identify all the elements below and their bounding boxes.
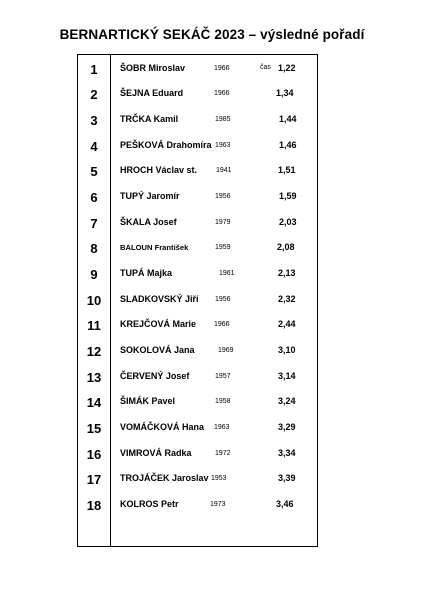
- rank-number: 18: [86, 498, 102, 513]
- table-row: [78, 364, 317, 390]
- table-row: [78, 235, 317, 261]
- competitor-name: ŠIMÁK Pavel: [120, 396, 176, 406]
- rank-number: 5: [90, 164, 98, 179]
- competitor-name: BALOUN František: [120, 243, 189, 252]
- results-table: [77, 54, 318, 547]
- result-time: 3,14: [278, 371, 296, 381]
- birth-year: 1963: [214, 424, 230, 431]
- rank-number: 4: [90, 139, 98, 154]
- result-time: 1,22: [278, 63, 296, 73]
- birth-year: 1969: [218, 347, 234, 354]
- result-time: 1,59: [279, 191, 297, 201]
- rank-number: 1: [90, 62, 98, 77]
- result-time: 3,34: [278, 448, 296, 458]
- rank-number: 12: [86, 344, 102, 359]
- rank-number: 3: [90, 113, 98, 128]
- table-row: [78, 466, 317, 492]
- table-row: [78, 107, 317, 133]
- competitor-name: HROCH Václav st.: [120, 165, 198, 175]
- result-time: 3,10: [278, 345, 296, 355]
- result-time: 3,39: [278, 473, 296, 483]
- table-row: [78, 158, 317, 184]
- birth-year: 1972: [215, 450, 231, 457]
- birth-year: 1973: [210, 501, 226, 508]
- competitor-name: TRČKA Kamil: [120, 114, 179, 124]
- table-row: [78, 261, 317, 287]
- rank-number: 2: [90, 87, 98, 102]
- birth-year: 1966: [214, 90, 230, 97]
- birth-year: 1959: [215, 244, 231, 251]
- birth-year: 1966: [214, 65, 230, 72]
- competitor-name: SOKOLOVÁ Jana: [120, 345, 195, 355]
- result-time: 1,44: [279, 114, 297, 124]
- competitor-name: VIMROVÁ Radka: [120, 448, 192, 458]
- result-time: 2,03: [279, 217, 297, 227]
- rank-number: 8: [90, 241, 98, 256]
- table-row: [78, 210, 317, 236]
- birth-year: 1958: [215, 398, 231, 405]
- table-row: [78, 56, 317, 82]
- rank-number: 6: [90, 190, 98, 205]
- competitor-name: SLADKOVSKÝ Jiří: [120, 294, 199, 304]
- table-row: [78, 312, 317, 338]
- table-row: [78, 287, 317, 313]
- rank-number: 17: [86, 472, 102, 487]
- birth-year: 1979: [215, 219, 231, 226]
- result-time: 2,32: [278, 294, 296, 304]
- table-row: [78, 389, 317, 415]
- result-time: 1,34: [276, 88, 294, 98]
- birth-year: 1961: [219, 270, 235, 277]
- competitor-name: TUPÁ Majka: [120, 268, 173, 278]
- birth-year: 1985: [215, 116, 231, 123]
- birth-year: 1953: [211, 475, 227, 482]
- result-time: 2,08: [277, 242, 295, 252]
- rank-number: 7: [90, 216, 98, 231]
- competitor-name: TROJÁČEK Jaroslav: [120, 473, 209, 483]
- birth-year: 1957: [215, 373, 231, 380]
- competitor-name: TUPÝ Jaromír: [120, 191, 180, 201]
- result-time: 2,13: [278, 268, 296, 278]
- birth-year: 1963: [215, 142, 231, 149]
- rank-number: 14: [86, 395, 102, 410]
- rank-number: 15: [86, 421, 102, 436]
- competitor-name: PEŠKOVÁ Drahomíra: [120, 140, 212, 150]
- competitor-name: KREJČOVÁ Marie: [120, 319, 197, 329]
- result-time: 3,46: [276, 499, 294, 509]
- competitor-name: ŠEJNA Eduard: [120, 88, 184, 98]
- result-time: 1,46: [279, 140, 297, 150]
- table-row: [78, 338, 317, 364]
- rank-number: 13: [86, 370, 102, 385]
- competitor-name: VOMÁČKOVÁ Hana: [120, 422, 205, 432]
- table-row: [78, 81, 317, 107]
- table-row: [78, 133, 317, 159]
- table-row: [78, 441, 317, 467]
- competitor-name: ŠOBR Miroslav: [120, 63, 186, 73]
- birth-year: 1941: [216, 167, 232, 174]
- table-row: [78, 492, 317, 518]
- birth-year: 1956: [215, 193, 231, 200]
- page-title: BERNARTICKÝ SEKÁČ 2023 – výsledné pořadí: [59, 27, 365, 42]
- table-row: [78, 415, 317, 441]
- rank-number: 11: [87, 318, 101, 333]
- time-header: čas: [260, 64, 271, 71]
- result-time: 2,44: [278, 319, 296, 329]
- competitor-name: ŠKALA Josef: [120, 217, 177, 227]
- result-time: 1,51: [278, 165, 296, 175]
- table-row: [78, 184, 317, 210]
- birth-year: 1956: [215, 296, 231, 303]
- result-time: 3,29: [278, 422, 296, 432]
- rank-number: 10: [86, 293, 102, 308]
- rank-number: 9: [90, 267, 98, 282]
- rank-number: 16: [86, 447, 102, 462]
- competitor-name: KOLROS Petr: [120, 499, 179, 509]
- competitor-name: ČERVENÝ Josef: [120, 371, 190, 381]
- birth-year: 1966: [214, 321, 230, 328]
- result-time: 3,24: [278, 396, 296, 406]
